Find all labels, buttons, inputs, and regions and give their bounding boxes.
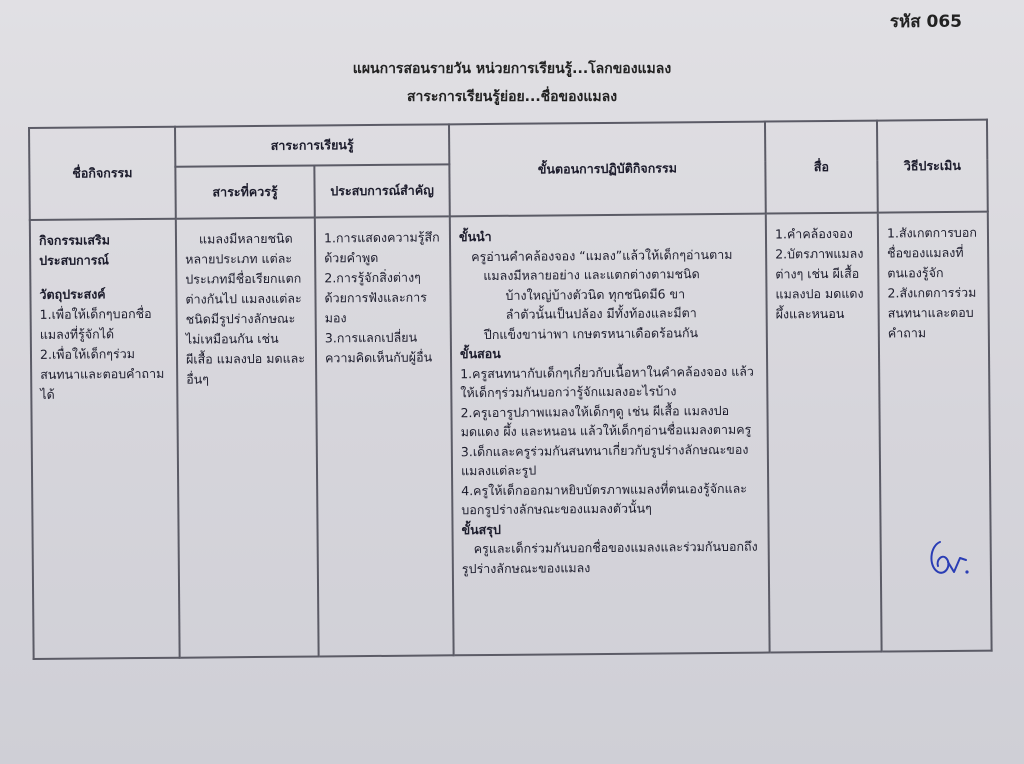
objective-item: 1.เพื่อให้เด็กๆบอกชื่อแมลงที่รู้จักได้ (39, 305, 152, 342)
header-steps: ขั้นตอนการปฏิบัติกิจกรรม (449, 122, 766, 217)
teach-title: ขั้นสอน (459, 345, 501, 362)
signature-mark (926, 536, 972, 580)
experience-cell (315, 216, 454, 656)
steps-cell (450, 214, 770, 656)
media-item: 1.คำคล้องจอง (774, 225, 853, 242)
knowledge-text: แมลงมีหลายชนิด หลายประเภท แต่ละประเภทมีชื่อเรียกแตกต่างกันไป แมลงแต่ละชนิดมีรูปร่างลักษณะไม่เหมือนกัน เช่น ผีเสื้อ แมลงปอ มดและอื่นๆ (185, 230, 306, 387)
experience-item: 3.การแลกเปลี่ยนความคิดเห็นกับผู้อื่น (324, 329, 433, 366)
rhyme-line: แมลงมีหลายอย่าง และแตกต่างตามชนิด (483, 266, 700, 284)
experience-item: 1.การแสดงความรู้สึกด้วยคำพูด (323, 229, 440, 266)
document-code: รหัส 065 (889, 12, 962, 32)
objective-title: วัตถุประสงค์ (39, 286, 106, 302)
teach-step: 4.ครูให้เด็กออกมาหยิบบัตรภาพแมลงที่ตนเองรู้จักและบอกรูปร่างลักษณะของแมลงตัวนั้นๆ (461, 480, 748, 518)
header-knowledge: สาระที่ควรรู้ (175, 166, 314, 219)
teach-step: 2.ครูเอารูปภาพแมลงให้เด็กๆดู เช่น ผีเสื้อ แมลงปอ มดแดง ผึ้ง และหนอน แล้วให้เด็กๆอ่านชื่อแมลงตามครู (460, 402, 752, 440)
rhyme-line: ลำตัวนั้นเป็นปล้อง มีทั้งท้องและมีตา (505, 305, 697, 322)
activity-name-line1: กิจกรรมเสริม (38, 232, 111, 248)
activity-name-line2: ประสบการณ์ (39, 252, 110, 268)
activity-cell (30, 219, 180, 659)
intro-title: ขั้นนำ (458, 228, 492, 245)
document-title: แผนการสอนรายวัน หน่วยการเรียนรู้...โลกของแมลง (352, 61, 672, 77)
evaluation-cell (878, 212, 992, 652)
summary-title: ขั้นสรุป (461, 521, 501, 537)
lesson-plan-table (28, 119, 993, 660)
objective-item: 2.เพื่อให้เด็กๆร่วมสนทนาและตอบคำถามได้ (39, 346, 165, 402)
teach-step: 3.เด็กและครูร่วมกันสนทนาเกี่ยวกับรูปร่างลักษณะของแมลงแต่ละรูป (460, 441, 749, 479)
header-media: สื่อ (765, 121, 878, 214)
evaluation-item: 1.สังเกตการบอกชื่อของแมลงที่ตนเองรู้จัก (886, 224, 977, 281)
rhyme-line: บ้างใหญ่บ้างตัวนิด ทุกชนิดมี6 ขา (505, 285, 686, 303)
experience-item: 2.การรู้จักสิ่งต่างๆ ด้วยการฟังและการมอง (324, 269, 428, 326)
header-learning-content: สาระการเรียนรู้ (175, 124, 449, 166)
header-activity-name: ชื่อกิจกรรม (29, 127, 176, 220)
media-item: 2.บัตรภาพแมลงต่างๆ เช่น ผีเสื้อ แมลงปอ มดแดง ผึ้งและหนอน (775, 245, 864, 322)
document-subtitle: สาระการเรียนรู้ย่อย...ชื่อของแมลง (406, 89, 618, 105)
rhyme-line: ปีกแข็งขาน่าพา เกษตรหนาเดือดร้อนกัน (483, 324, 699, 342)
summary-text: ครูและเด็กร่วมกันบอกชื่อของแมลงและร่วมกันบอกถึงรูปร่างลักษณะของแมลง (461, 538, 758, 576)
header-evaluation: วิธีประเมิน (877, 120, 988, 213)
media-cell (766, 213, 882, 653)
evaluation-item: 2.สังเกตการร่วมสนทนาและตอบคำถาม (887, 284, 977, 341)
header-experience: ประสบการณ์สำคัญ (314, 164, 449, 217)
teach-step: 1.ครูสนทนากับเด็กๆเกี่ยวกับเนื้อหาในคำคล้องจอง แล้วให้เด็กๆร่วมกันบอกว่ารู้จักแมลงอะไรบ้าง (460, 363, 754, 401)
knowledge-cell (176, 218, 319, 658)
intro-line: ครูอ่านคำคล้องจอง “แมลง”แล้วให้เด็กๆอ่านตาม (471, 246, 733, 264)
